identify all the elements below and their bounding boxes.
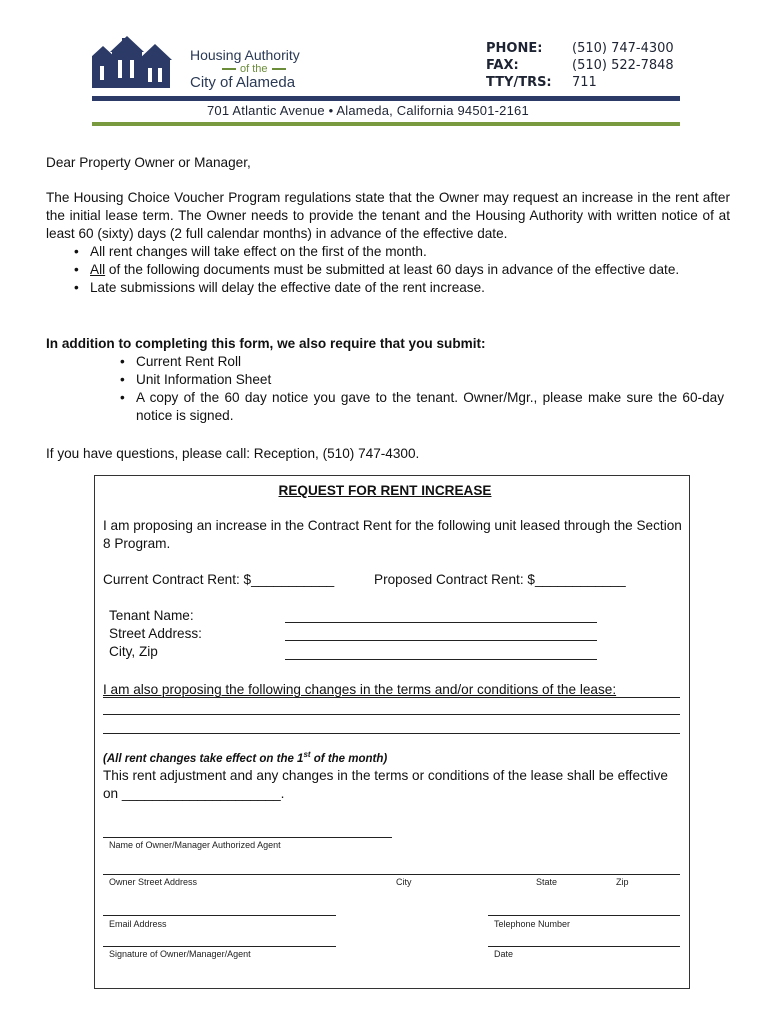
- header-rule-green: [92, 122, 680, 126]
- email-field[interactable]: [103, 915, 336, 916]
- proposed-rent-field[interactable]: Proposed Contract Rent: $____________: [374, 572, 626, 587]
- org-name-line1: Housing Authority: [190, 47, 300, 63]
- org-address: 701 Atlantic Avenue • Alameda, California 94501-2161: [207, 103, 529, 118]
- requirements-list: [136, 353, 724, 425]
- owner-street-label: Owner Street Address: [109, 877, 198, 887]
- city-zip-field[interactable]: [285, 659, 597, 660]
- intro-paragraph: The Housing Choice Voucher Program regulations state that the Owner may request an increase in the rent after the initial lease term. The Owner needs to provide the tenant and the Housing Authority with written notice of at least 60 (sixty) days (2 full calendar months) in advance of the effective date.: [46, 190, 730, 241]
- header-rule-blue: [92, 96, 680, 101]
- street-address-field[interactable]: [285, 640, 597, 641]
- list-item: • All of the following documents must be submitted at least 60 days in advance of the effective date.: [90, 261, 724, 279]
- housing-authority-logo: [92, 36, 188, 92]
- phone-contact: PHONE: (510) 747-4300: [486, 41, 674, 56]
- city-label: City: [396, 877, 412, 887]
- form-title: REQUEST FOR RENT INCREASE: [278, 483, 492, 498]
- questions-line: If you have questions, please call: Reception, (510) 747-4300.: [46, 446, 420, 461]
- date-label: Date: [494, 949, 514, 959]
- org-name-line2: of the: [218, 63, 290, 75]
- zip-label: Zip: [616, 877, 629, 887]
- list-item: • All rent changes will take effect on the first of the month.: [90, 243, 724, 261]
- list-item: • A copy of the 60 day notice you gave to the tenant. Owner/Mgr., please make sure the 60-day notice is signed.: [136, 389, 724, 425]
- street-address-label: Street Address:: [109, 626, 202, 641]
- salutation: Dear Property Owner or Manager,: [46, 155, 251, 170]
- signature-field[interactable]: [103, 946, 336, 947]
- signature-label: Signature of Owner/Manager/Agent: [109, 949, 251, 959]
- list-item: • Late submissions will delay the effective date of the rent increase.: [90, 279, 724, 297]
- lease-changes-label: I am also proposing the following changes in the terms and/or conditions of the lease:: [103, 682, 617, 697]
- date-field[interactable]: [488, 946, 680, 947]
- effective-date-note: (All rent changes take effect on the 1st of the month): [103, 750, 388, 765]
- owner-address-field[interactable]: [103, 874, 680, 875]
- list-item: • Unit Information Sheet: [136, 371, 724, 389]
- telephone-label: Telephone Number: [494, 919, 571, 929]
- requirements-heading: In addition to completing this form, we also require that you submit:: [46, 336, 486, 351]
- email-label: Email Address: [109, 919, 167, 929]
- current-rent-field[interactable]: Current Contract Rent: $___________: [103, 572, 335, 587]
- effective-date-statement[interactable]: This rent adjustment and any changes in the terms or conditions of the lease shall be effective on _____________________.: [103, 768, 668, 801]
- fax-contact: FAX: (510) 522-7848: [486, 58, 674, 73]
- owner-name-field[interactable]: [103, 837, 392, 838]
- notice-list: [90, 243, 724, 297]
- org-name-line3: City of Alameda: [190, 74, 296, 91]
- state-label: State: [536, 877, 558, 887]
- tty-contact: TTY/TRS: 711: [486, 75, 597, 90]
- owner-name-label: Name of Owner/Manager Authorized Agent: [109, 840, 281, 850]
- city-zip-label: City, Zip: [109, 644, 158, 659]
- tenant-name-field[interactable]: [285, 622, 597, 623]
- telephone-field[interactable]: [488, 915, 680, 916]
- proposing-statement: I am proposing an increase in the Contract Rent for the following unit leased through the Section 8 Program.: [103, 518, 682, 551]
- lease-changes-field[interactable]: [103, 714, 680, 715]
- list-item: • Current Rent Roll: [136, 353, 724, 371]
- tenant-name-label: Tenant Name:: [109, 608, 194, 623]
- lease-changes-field[interactable]: [103, 697, 680, 698]
- lease-changes-field[interactable]: [103, 733, 680, 734]
